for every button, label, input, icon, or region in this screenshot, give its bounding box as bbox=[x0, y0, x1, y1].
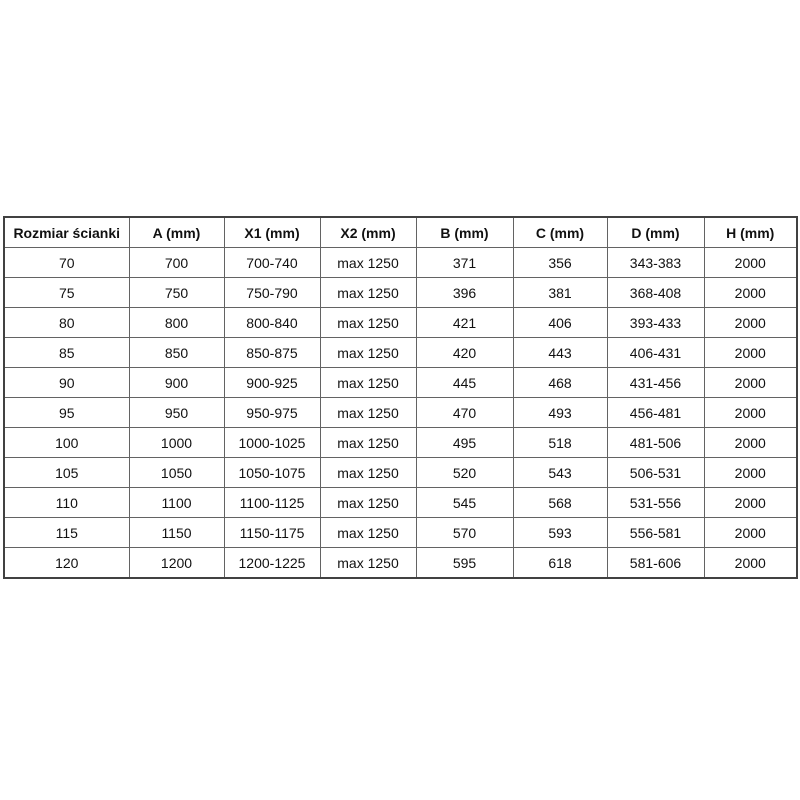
table-cell: max 1250 bbox=[320, 458, 416, 488]
table-cell: 556-581 bbox=[607, 518, 704, 548]
column-header-x2-mm: X2 (mm) bbox=[320, 217, 416, 248]
table-cell: 800-840 bbox=[224, 308, 320, 338]
column-header-c-mm: C (mm) bbox=[513, 217, 607, 248]
table-cell: 396 bbox=[416, 278, 513, 308]
table-cell: 356 bbox=[513, 248, 607, 278]
table-cell: max 1250 bbox=[320, 308, 416, 338]
table-cell: 595 bbox=[416, 548, 513, 579]
table-cell: 393-433 bbox=[607, 308, 704, 338]
table-cell: 421 bbox=[416, 308, 513, 338]
table-cell: 110 bbox=[4, 488, 129, 518]
table-cell: 420 bbox=[416, 338, 513, 368]
table-cell: 1100 bbox=[129, 488, 224, 518]
table-cell: 1100-1125 bbox=[224, 488, 320, 518]
table-cell: 850 bbox=[129, 338, 224, 368]
table-body bbox=[4, 248, 797, 579]
table-cell: 750 bbox=[129, 278, 224, 308]
table-row bbox=[4, 308, 797, 338]
table-row bbox=[4, 548, 797, 579]
column-header-d-mm: D (mm) bbox=[607, 217, 704, 248]
table-cell: 468 bbox=[513, 368, 607, 398]
table-cell: 456-481 bbox=[607, 398, 704, 428]
table-row bbox=[4, 488, 797, 518]
table-cell: 2000 bbox=[704, 308, 797, 338]
table-cell: max 1250 bbox=[320, 548, 416, 579]
table-cell: 531-556 bbox=[607, 488, 704, 518]
table-cell: 850-875 bbox=[224, 338, 320, 368]
table-cell: 518 bbox=[513, 428, 607, 458]
column-header-h-mm: H (mm) bbox=[704, 217, 797, 248]
table-cell: 445 bbox=[416, 368, 513, 398]
table-cell: 371 bbox=[416, 248, 513, 278]
table-cell: 2000 bbox=[704, 368, 797, 398]
table-cell: 1150-1175 bbox=[224, 518, 320, 548]
table-cell: 2000 bbox=[704, 248, 797, 278]
table-cell: max 1250 bbox=[320, 368, 416, 398]
table-cell: 950-975 bbox=[224, 398, 320, 428]
table-cell: 115 bbox=[4, 518, 129, 548]
size-spec-table bbox=[3, 216, 798, 579]
table-cell: 85 bbox=[4, 338, 129, 368]
table-row bbox=[4, 428, 797, 458]
table-cell: 95 bbox=[4, 398, 129, 428]
table-cell: 581-606 bbox=[607, 548, 704, 579]
table-row bbox=[4, 458, 797, 488]
table-cell: 90 bbox=[4, 368, 129, 398]
table-cell: 443 bbox=[513, 338, 607, 368]
table-cell: 368-408 bbox=[607, 278, 704, 308]
table-cell: 2000 bbox=[704, 488, 797, 518]
table-cell: 900-925 bbox=[224, 368, 320, 398]
table-cell: 2000 bbox=[704, 338, 797, 368]
table-cell: 1150 bbox=[129, 518, 224, 548]
table-cell: 506-531 bbox=[607, 458, 704, 488]
table-cell: 520 bbox=[416, 458, 513, 488]
table-cell: max 1250 bbox=[320, 488, 416, 518]
table-row bbox=[4, 398, 797, 428]
table-row bbox=[4, 248, 797, 278]
table-cell: 1200 bbox=[129, 548, 224, 579]
table-cell: 406-431 bbox=[607, 338, 704, 368]
table-cell: 70 bbox=[4, 248, 129, 278]
table-cell: 1050 bbox=[129, 458, 224, 488]
table-cell: 750-790 bbox=[224, 278, 320, 308]
table-cell: 700 bbox=[129, 248, 224, 278]
table-cell: max 1250 bbox=[320, 398, 416, 428]
table-cell: 105 bbox=[4, 458, 129, 488]
table-cell: 481-506 bbox=[607, 428, 704, 458]
table-cell: max 1250 bbox=[320, 428, 416, 458]
table-cell: 570 bbox=[416, 518, 513, 548]
table-cell: 431-456 bbox=[607, 368, 704, 398]
table-cell: 406 bbox=[513, 308, 607, 338]
table-cell: 2000 bbox=[704, 398, 797, 428]
table-cell: 2000 bbox=[704, 278, 797, 308]
table-cell: 120 bbox=[4, 548, 129, 579]
table-cell: 900 bbox=[129, 368, 224, 398]
table-cell: 495 bbox=[416, 428, 513, 458]
column-header-rozmiar-scianki: Rozmiar ścianki bbox=[4, 217, 129, 248]
table-cell: 545 bbox=[416, 488, 513, 518]
table-cell: 543 bbox=[513, 458, 607, 488]
table-cell: 700-740 bbox=[224, 248, 320, 278]
table-cell: 1200-1225 bbox=[224, 548, 320, 579]
table-cell: 381 bbox=[513, 278, 607, 308]
table-cell: 2000 bbox=[704, 518, 797, 548]
table-cell: 618 bbox=[513, 548, 607, 579]
column-header-b-mm: B (mm) bbox=[416, 217, 513, 248]
table-header-row bbox=[4, 217, 797, 248]
table-cell: 2000 bbox=[704, 428, 797, 458]
table-cell: 343-383 bbox=[607, 248, 704, 278]
table-cell: 80 bbox=[4, 308, 129, 338]
table-cell: 1000-1025 bbox=[224, 428, 320, 458]
table-cell: max 1250 bbox=[320, 248, 416, 278]
table-row bbox=[4, 278, 797, 308]
table-row bbox=[4, 518, 797, 548]
table-cell: 593 bbox=[513, 518, 607, 548]
table-cell: max 1250 bbox=[320, 338, 416, 368]
table-cell: 568 bbox=[513, 488, 607, 518]
table-cell: max 1250 bbox=[320, 518, 416, 548]
table-row bbox=[4, 338, 797, 368]
table-cell: 493 bbox=[513, 398, 607, 428]
table-cell: 100 bbox=[4, 428, 129, 458]
table-cell: 2000 bbox=[704, 458, 797, 488]
table-cell: 1000 bbox=[129, 428, 224, 458]
table-cell: 75 bbox=[4, 278, 129, 308]
table-cell: 800 bbox=[129, 308, 224, 338]
table-cell: max 1250 bbox=[320, 278, 416, 308]
column-header-x1-mm: X1 (mm) bbox=[224, 217, 320, 248]
table-cell: 470 bbox=[416, 398, 513, 428]
table-cell: 1050-1075 bbox=[224, 458, 320, 488]
table-cell: 950 bbox=[129, 398, 224, 428]
column-header-a-mm: A (mm) bbox=[129, 217, 224, 248]
table-cell: 2000 bbox=[704, 548, 797, 579]
table-row bbox=[4, 368, 797, 398]
